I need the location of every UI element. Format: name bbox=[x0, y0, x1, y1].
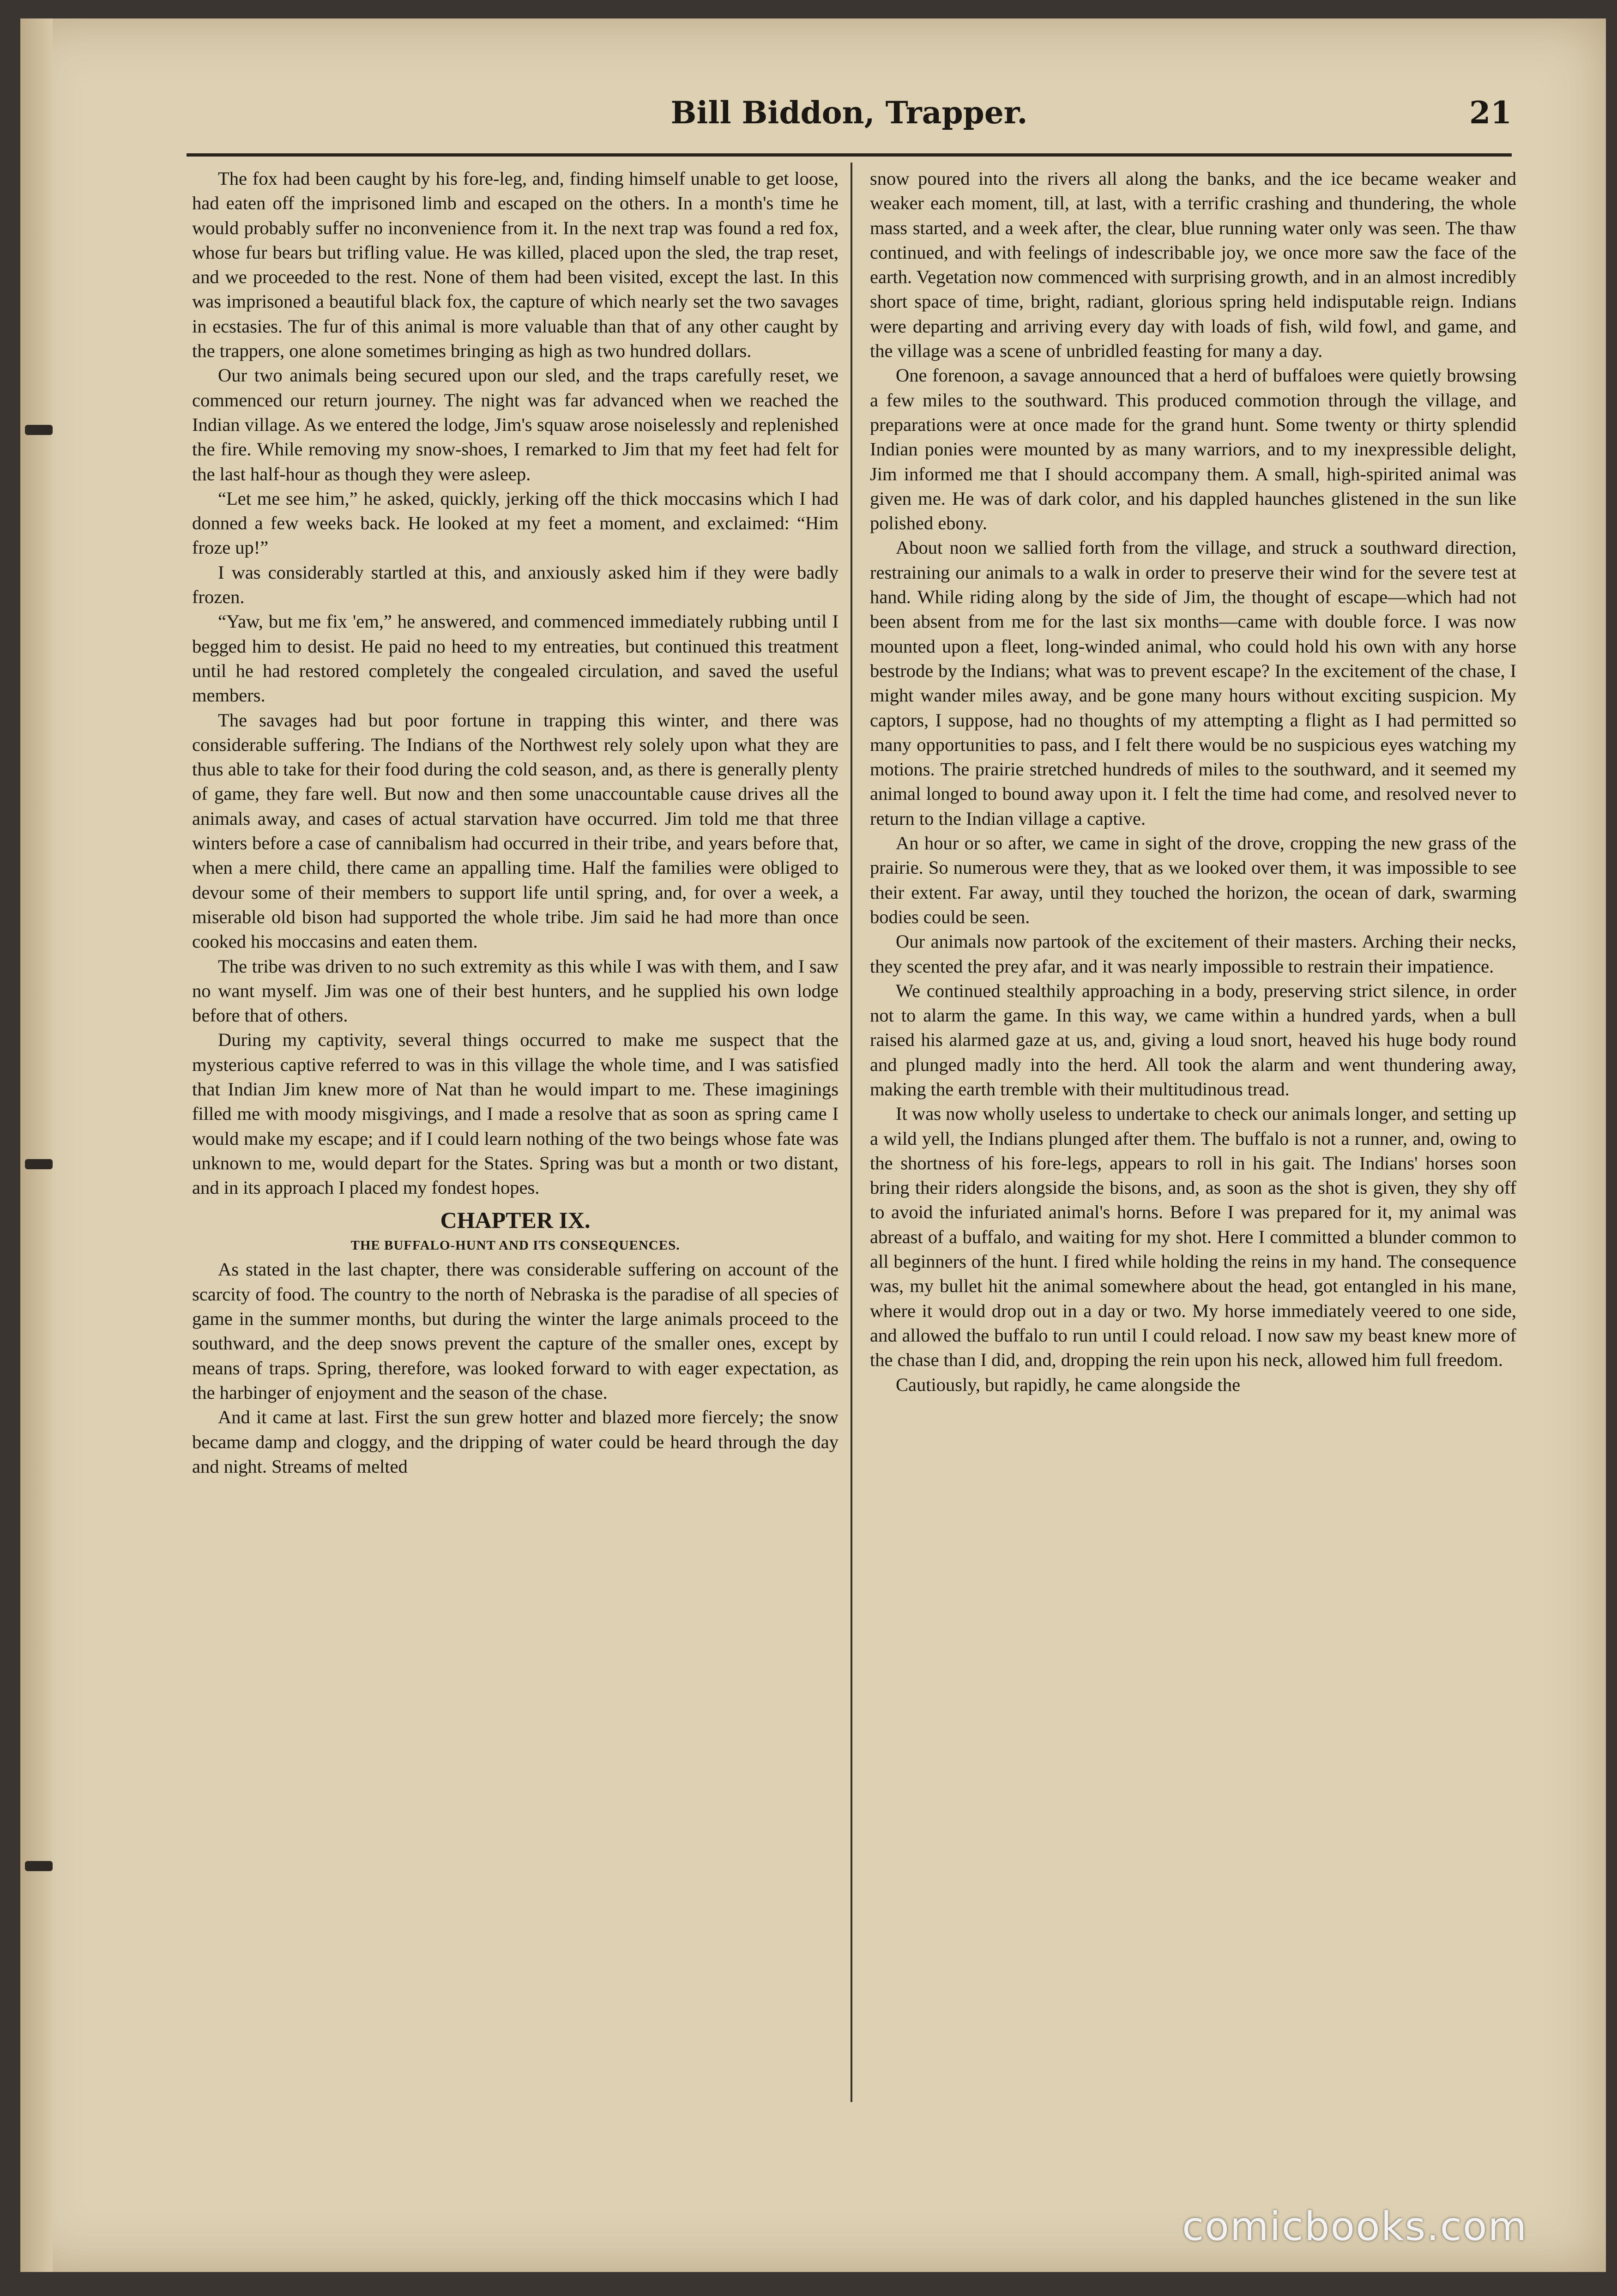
binding-stitch bbox=[25, 425, 53, 435]
running-head: Bill Biddon, Trapper. bbox=[670, 95, 1028, 131]
chapter-heading: CHAPTER IX. bbox=[440, 1207, 591, 1233]
chapter-subtitle: THE BUFFALO-HUNT AND ITS CONSEQUENCES. bbox=[350, 1238, 680, 1253]
paragraph: Our animals now partook of the excitement of their masters. Arching their necks, they scented the prey afar, and it was nearly impossible to restrain their impatience. bbox=[870, 931, 1516, 977]
left-column bbox=[192, 166, 839, 2129]
paragraph: During my captivity, several things occurred to make me suspect that the mysterious captive referred to was in this village the whole time, and I was satisfied that Indian Jim knew more of Nat than he would impart to me. These imaginings filled me with moody misgivings, and I made a resolve that as soon as spring came I would make my escape; and if I could learn nothing of the two beings whose fate was unknown to me, would depart for the States. Spring was but a month or two distant, and in its approach I placed my fondest hopes. bbox=[192, 1029, 839, 1198]
binding-stitch bbox=[25, 1861, 53, 1871]
paragraph: It was now wholly useless to undertake to check our animals longer, and setting up a wild yell, the Indians plunged after them. The buffalo is not a runner, and, owing to the shortness of his fore-legs, appears to roll in his gait. The Indians' horses soon bring their riders alongside the bisons, and, as soon as the shot is given, they shy off to avoid the infuriated animal's horns. Before I was prepared for it, my animal was abreast of a buffalo, and waiting for my shot. Here I committed a blunder common to all beginners of the hunt. I fired while holding the reins in my hand. The consequence was, my bullet hit the animal somewhere about the head, got entangled in his mane, where it would drop out in a day or two. My horse immediately veered to one side, and allowed the buffalo to run until I could reload. I now saw my beast knew more of the chase than I did, and, dropping the rein upon his neck, allowed him full freedom. bbox=[870, 1103, 1516, 1371]
header-rule bbox=[187, 153, 1512, 157]
book-page bbox=[20, 18, 1606, 2272]
paragraph: As stated in the last chapter, there was considerable suffering on account of the scarcity of food. The country to the north of Nebraska is the paradise of all species of game in the summer months, but during the winter the large animals proceed to the southward, and the deep snows prevent the capture of the smaller ones, except by means of traps. Spring, therefore, was looked forward to with eager expectation, as the harbinger of enjoyment and the season of the chase. bbox=[192, 1259, 839, 1403]
paragraph: We continued stealthily approaching in a body, preserving strict silence, in order not to alarm the game. In this way, we came within a hundred yards, when a bull raised his alarmed gaze at us, and, giving a loud snort, heaved his huge body round and plunged madly into the herd. All took the alarm and went thundering away, making the earth tremble with their multitudinous tread. bbox=[870, 980, 1516, 1100]
paragraph: The tribe was driven to no such extremity as this while I was with them, and I saw no want myself. Jim was one of their best hunters, and he supplied his own lodge before that of others. bbox=[192, 955, 839, 1026]
paragraph: Cautiously, but rapidly, he came alongside the bbox=[896, 1374, 1241, 1395]
right-column bbox=[870, 166, 1516, 2129]
page-binding-edge bbox=[20, 18, 53, 2272]
paragraph: The savages had but poor fortune in trapping this winter, and there was considerable suffering. The Indians of the Northwest rely solely upon what they are thus able to take for their food during the cold season, and, as there is generally plenty of game, they fare well. But now and then some unaccountable cause drives all the animals away, and cases of actual starvation have occurred. Jim told me that three winters before a case of cannibalism had occurred in their tribe, and years before that, when a mere child, there came an appalling time. Half the families were obliged to devour some of their members to support life until spring, and, for over a week, a miserable old bison had supported the whole tribe. Jim said he had more than once cooked his moccasins and eaten them. bbox=[192, 709, 839, 952]
page-number: 21 bbox=[1469, 95, 1512, 131]
paragraph: “Yaw, but me fix 'em,” he answered, and commenced immediately rubbing until I begged him to desist. He paid no heed to my entreaties, but continued this treatment until he had restored completely the congealed circulation, and saved the useful members. bbox=[192, 611, 839, 706]
paragraph: One forenoon, a savage announced that a herd of buffaloes were quietly browsing a few miles to the southward. This produced commotion through the village, and preparations were at once made for the grand hunt. Some twenty or thirty splendid Indian ponies were mounted by as many warriors, and to my inexpressible delight, Jim informed me that I should accompany them. A small, high-spirited animal was given me. He was of dark color, and his dappled haunches glistened in the sun like polished ebony. bbox=[870, 365, 1516, 534]
column-divider bbox=[851, 163, 852, 2102]
paragraph: I was considerably startled at this, and anxiously asked him if they were badly frozen. bbox=[192, 562, 839, 608]
binding-stitch bbox=[25, 1159, 53, 1169]
page-header bbox=[187, 85, 1512, 141]
paragraph: And it came at last. First the sun grew hotter and blazed more fiercely; the snow became damp and cloggy, and the dripping of water could be heard through the day and night. Streams of melted bbox=[192, 1407, 839, 1477]
paragraph: The fox had been caught by his fore-leg, and, finding himself unable to get loose, had eaten off the imprisoned limb and escaped on the others. In a month's time he would probably suffer no inconvenience from it. In the next trap was found a red fox, whose fur bears but trifling value. He was killed, placed upon the sled, the trap reset, and we proceeded to the rest. None of them had been visited, except the last. In this was imprisoned a beautiful black fox, the capture of which nearly set the two savages in ecstasies. The fur of this animal is more valuable than that of any other caught by the trappers, one alone sometimes bringing as high as two hundred dollars. bbox=[192, 168, 839, 362]
paragraph: An hour or so after, we came in sight of the drove, cropping the new grass of the prairie. So numerous were they, that as we looked over them, it was impossible to see their extent. Far away, until they touched the horizon, the ocean of dark, swarming bodies could be seen. bbox=[870, 833, 1516, 927]
paragraph: Our two animals being secured upon our sled, and the traps carefully reset, we commenced our return journey. The night was far advanced when we reached the Indian village. As we entered the lodge, Jim's squaw arose noiselessly and replenished the fire. While removing my snow-shoes, I remarked to Jim that my feet had felt for the last half-hour as though they were asleep. bbox=[192, 365, 839, 484]
paragraph: “Let me see him,” he asked, quickly, jerking off the thick moccasins which I had donned a few weeks back. He looked at my feet a moment, and exclaimed: “Him froze up!” bbox=[192, 488, 839, 558]
paragraph: snow poured into the rivers all along the banks, and the ice became weaker and weaker each moment, till, at last, with a terrific crashing and thundering, the whole mass started, and a week after, the clear, blue running water only was seen. The thaw continued, and with feelings of indescribable joy, we once more saw the face of the earth. Vegetation now commenced with surprising growth, and in an almost incredibly short space of time, bright, radiant, glorious spring held indisputable reign. Indians were departing and arriving every day with loads of fish, wild fowl, and game, and the village was a scene of unbridled feasting for many a day. bbox=[870, 168, 1516, 362]
paragraph: About noon we sallied forth from the village, and struck a southward direction, restraining our animals to a walk in order to preserve their wind for the severe test at hand. While riding along by the side of Jim, the thought of escape—which had not been absent from me for the last six months—came with double force. I was now mounted upon a fleet, long-winded animal, who could hold his own with any horse bestrode by the Indians; what was to prevent escape? In the excitement of the chase, I might wander miles away, and be gone many hours without exciting suspicion. My captors, I suppose, had no thoughts of my attempting a flight as I had permitted so many opportunities to pass, and I felt there would be no suspicious eyes watching my motions. The prairie stretched hundreds of miles to the southward, and it seemed my animal longed to bound away upon it. I felt the time had come, and resolved never to return to the Indian village a captive. bbox=[870, 537, 1516, 829]
watermark-text: comicbooks.com bbox=[1182, 2204, 1528, 2250]
